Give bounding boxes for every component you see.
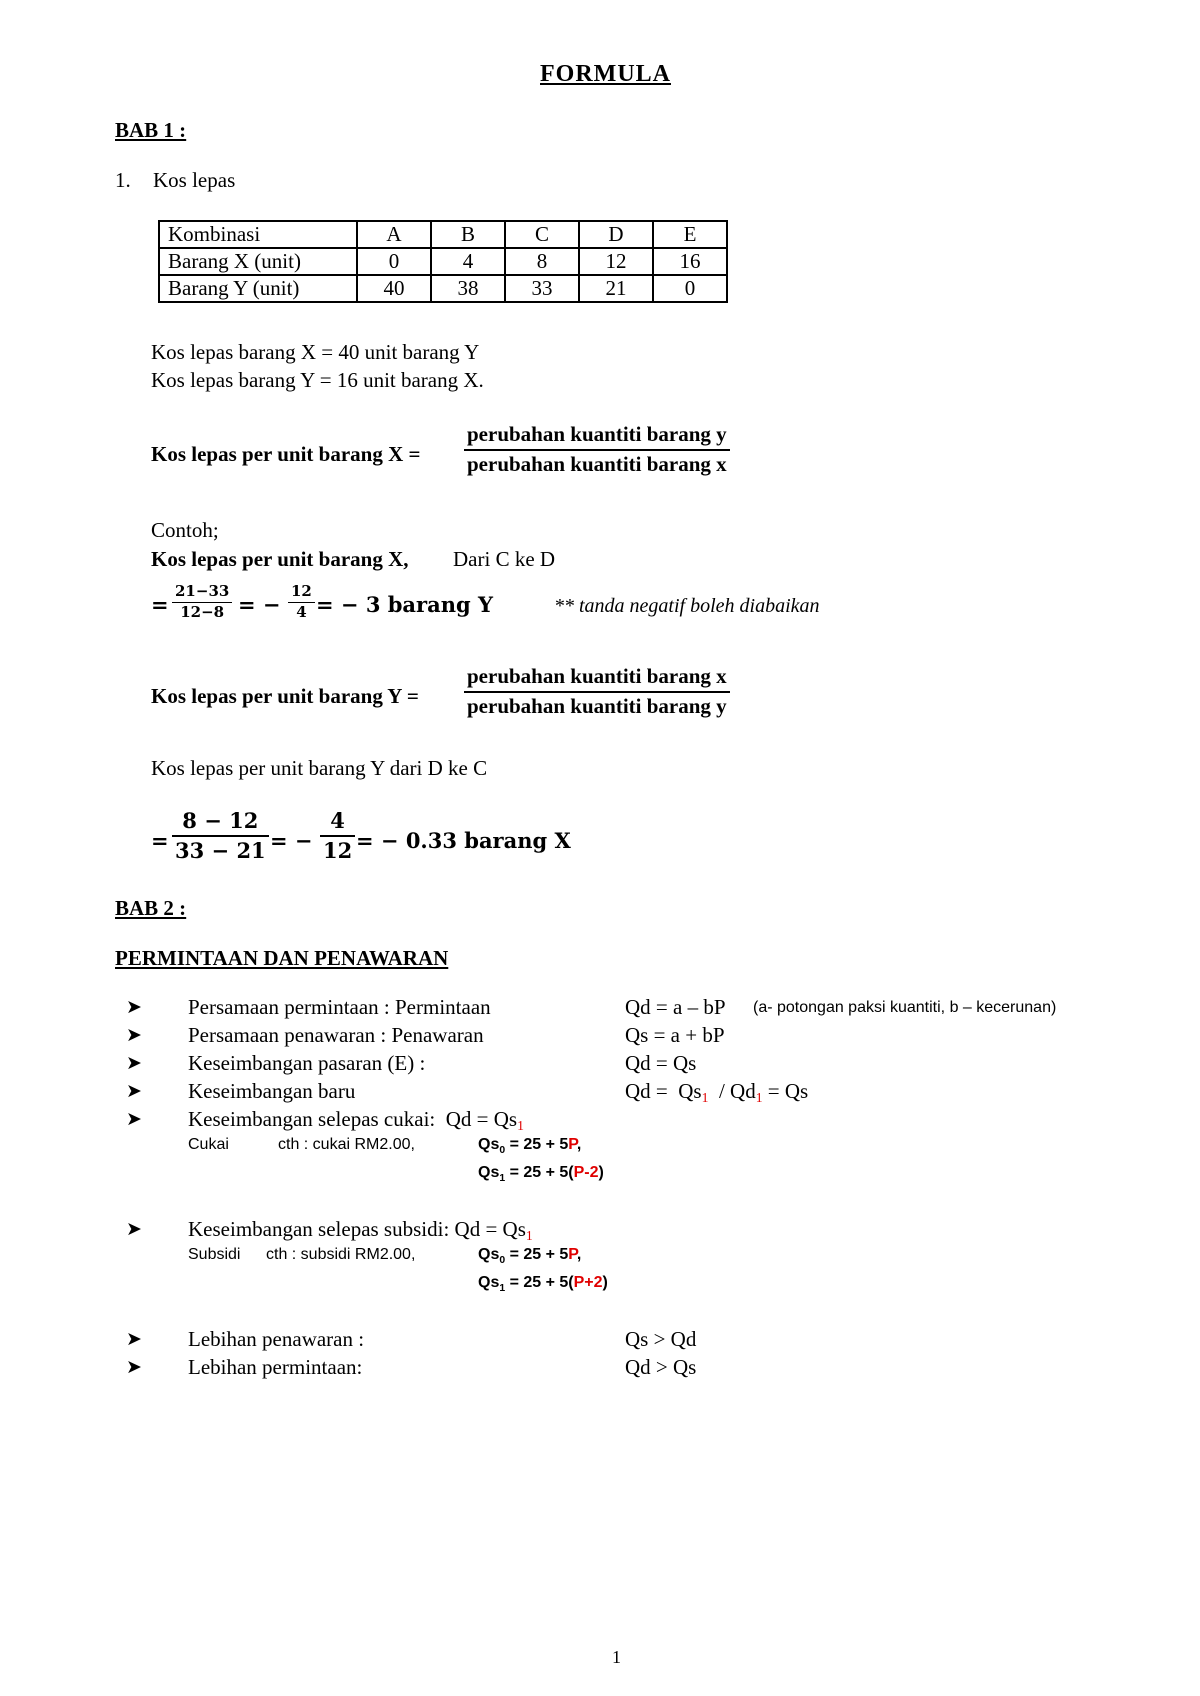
formula-x-label: Kos lepas per unit barang X = <box>151 442 421 466</box>
fraction-bar <box>464 449 730 451</box>
formula-subscript: 1 <box>525 1228 533 1243</box>
fraction-denominator: 12 <box>323 838 353 863</box>
cukai-eq-1 <box>478 1164 604 1184</box>
formula-part: / Qd <box>708 1079 756 1103</box>
item-title: Kos lepas <box>153 168 236 192</box>
subsidi-eq-1 <box>478 1274 608 1294</box>
arrowhead-bullet-icon: ➤ <box>126 1218 142 1240</box>
table-row <box>159 221 727 248</box>
eq-minus: = − <box>238 592 281 617</box>
formula-subscript: 1 <box>755 1090 763 1105</box>
subsidi-eq-0 <box>478 1246 582 1266</box>
table-cell: 12 <box>579 248 653 275</box>
eq-highlight: P-2 <box>573 1164 599 1181</box>
example-x-result: = − 3 barang Y <box>316 592 493 617</box>
table-cell: Kombinasi <box>159 221 357 248</box>
formula-x-fraction <box>464 424 730 475</box>
bullet-text: Keseimbangan baru <box>188 1079 356 1103</box>
arrowhead-bullet-icon: ➤ <box>126 1328 142 1350</box>
table-cell: 21 <box>579 275 653 302</box>
eq-sign: = <box>151 828 169 853</box>
kos-lepas-line-1: Kos lepas barang X = 40 unit barang Y <box>151 340 480 364</box>
table-row <box>159 248 727 275</box>
eq-minus: = − <box>270 828 313 853</box>
eq-part: = 25 + 5 <box>505 1136 569 1153</box>
arrowhead-bullet-icon: ➤ <box>126 1080 142 1102</box>
bullet-formula: Qd = a – bP <box>625 995 726 1019</box>
bullet-text: Keseimbangan pasaran (E) : <box>188 1051 426 1075</box>
table-cell: C <box>505 221 579 248</box>
bullet-formula: Qs > Qd <box>625 1327 697 1351</box>
table-cell: Barang X (unit) <box>159 248 357 275</box>
bab1-heading: BAB 1 : <box>115 118 187 142</box>
eq-highlight: P <box>568 1136 577 1153</box>
table-cell: E <box>653 221 727 248</box>
arrowhead-bullet-icon: ➤ <box>126 996 142 1018</box>
eq-subscript: 1 <box>499 1173 506 1184</box>
arrowhead-bullet-icon: ➤ <box>126 1356 142 1378</box>
contoh-label: Contoh; <box>151 518 219 542</box>
bullet-formula <box>625 1079 809 1105</box>
example-x-fraction-2 <box>288 584 315 620</box>
example-x-fraction-1 <box>172 584 232 620</box>
example-x-range: Dari C ke D <box>453 547 556 571</box>
fraction-denominator: 4 <box>296 603 307 621</box>
formula-part: Qd = Qs <box>625 1079 702 1103</box>
formula-y-fraction <box>464 666 730 717</box>
cukai-eq-0 <box>478 1136 582 1156</box>
bullet-text-part: Keseimbangan selepas subsidi: Qd = Qs <box>188 1217 526 1241</box>
bullet-text: Lebihan penawaran : <box>188 1327 365 1351</box>
eq-sign: = <box>151 592 169 617</box>
table-cell: 0 <box>653 275 727 302</box>
eq-part: ) <box>598 1164 604 1181</box>
table-row <box>159 275 727 302</box>
fraction-bar <box>172 835 269 837</box>
subsidi-example: cth : subsidi RM2.00, <box>266 1246 416 1263</box>
fraction-numerator: 21−33 <box>175 582 230 600</box>
item-number: 1. <box>115 168 131 192</box>
formula-y-label: Kos lepas per unit barang Y = <box>151 684 419 708</box>
fraction-bar <box>464 691 730 693</box>
cukai-example: cth : cukai RM2.00, <box>278 1136 415 1153</box>
eq-part: = 25 + 5( <box>505 1164 574 1181</box>
eq-part: = 25 + 5( <box>505 1274 574 1291</box>
example-y-fraction-1 <box>172 810 269 861</box>
table-cell: 33 <box>505 275 579 302</box>
arrowhead-bullet-icon: ➤ <box>126 1108 142 1130</box>
eq-subscript: 0 <box>499 1145 506 1156</box>
bullet-formula: Qd = Qs <box>625 1051 697 1075</box>
arrowhead-bullet-icon: ➤ <box>126 1052 142 1074</box>
eq-part: Qs <box>478 1164 500 1181</box>
bullet-text-part: Keseimbangan selepas cukai: Qd = Qs <box>188 1107 518 1131</box>
eq-part: ) <box>602 1274 608 1291</box>
table-cell: B <box>431 221 505 248</box>
table-cell: 16 <box>653 248 727 275</box>
subsidi-label: Subsidi <box>188 1246 241 1263</box>
formula-subscript: 1 <box>517 1118 524 1133</box>
eq-highlight: P <box>568 1246 577 1263</box>
table-cell: D <box>579 221 653 248</box>
table-cell: 4 <box>431 248 505 275</box>
fraction-numerator: 12 <box>291 582 312 600</box>
bab2-heading: BAB 2 : <box>115 896 187 920</box>
bullet-note: (a- potongan paksi kuantiti, b – kecerunan) <box>753 999 1057 1016</box>
formula-x-denominator: perubahan kuantiti barang x <box>467 452 727 476</box>
kos-lepas-line-2: Kos lepas barang Y = 16 unit barang X. <box>151 368 484 392</box>
example-x-label: Kos lepas per unit barang X, <box>151 547 409 571</box>
fraction-bar <box>320 835 355 837</box>
eq-part: = 25 + 5 <box>505 1246 569 1263</box>
formula-subscript: 1 <box>701 1090 709 1105</box>
eq-part: Qs <box>478 1136 500 1153</box>
bullet-text: Lebihan permintaan: <box>188 1355 363 1379</box>
eq-subscript: 1 <box>499 1283 506 1294</box>
formula-x-numerator: perubahan kuantiti barang y <box>467 422 727 446</box>
bullet-text <box>188 1107 524 1133</box>
arrowhead-bullet-icon: ➤ <box>126 1024 142 1046</box>
example-y-line: Kos lepas per unit barang Y dari D ke C <box>151 756 488 780</box>
eq-highlight: P+2 <box>573 1274 603 1291</box>
formula-y-denominator: perubahan kuantiti barang y <box>467 694 727 718</box>
negative-sign-note: ** tanda negatif boleh diabaikan <box>554 595 820 617</box>
table-cell: 40 <box>357 275 431 302</box>
page-title: FORMULA <box>540 61 671 87</box>
fraction-denominator: 12−8 <box>180 603 225 621</box>
eq-subscript: 0 <box>499 1255 506 1266</box>
kos-lepas-table <box>158 220 728 303</box>
bab2-subheading: PERMINTAAN DAN PENAWARAN <box>115 946 449 970</box>
formula-part: = Qs <box>762 1079 809 1103</box>
bullet-text: Persamaan penawaran : Penawaran <box>188 1023 484 1047</box>
formula-y-numerator: perubahan kuantiti barang x <box>467 664 727 688</box>
example-y-fraction-2 <box>320 810 355 861</box>
table-cell: 38 <box>431 275 505 302</box>
eq-part: Qs <box>478 1274 500 1291</box>
bullet-formula: Qs = a + bP <box>625 1023 725 1047</box>
eq-part: , <box>576 1136 582 1153</box>
eq-part: Qs <box>478 1246 500 1263</box>
example-y-result: = − 0.33 barang X <box>356 828 571 853</box>
eq-part: , <box>576 1246 582 1263</box>
fraction-denominator: 33 − 21 <box>175 838 266 863</box>
bullet-text <box>188 1217 533 1243</box>
bullet-text: Persamaan permintaan : Permintaan <box>188 995 491 1019</box>
page-number: 1 <box>612 1647 621 1667</box>
fraction-numerator: 4 <box>330 808 345 833</box>
fraction-numerator: 8 − 12 <box>182 808 259 833</box>
bullet-formula: Qd > Qs <box>625 1355 697 1379</box>
table-cell: 8 <box>505 248 579 275</box>
cukai-label: Cukai <box>188 1136 229 1153</box>
table-cell: Barang Y (unit) <box>159 275 357 302</box>
table-cell: A <box>357 221 431 248</box>
table-cell: 0 <box>357 248 431 275</box>
